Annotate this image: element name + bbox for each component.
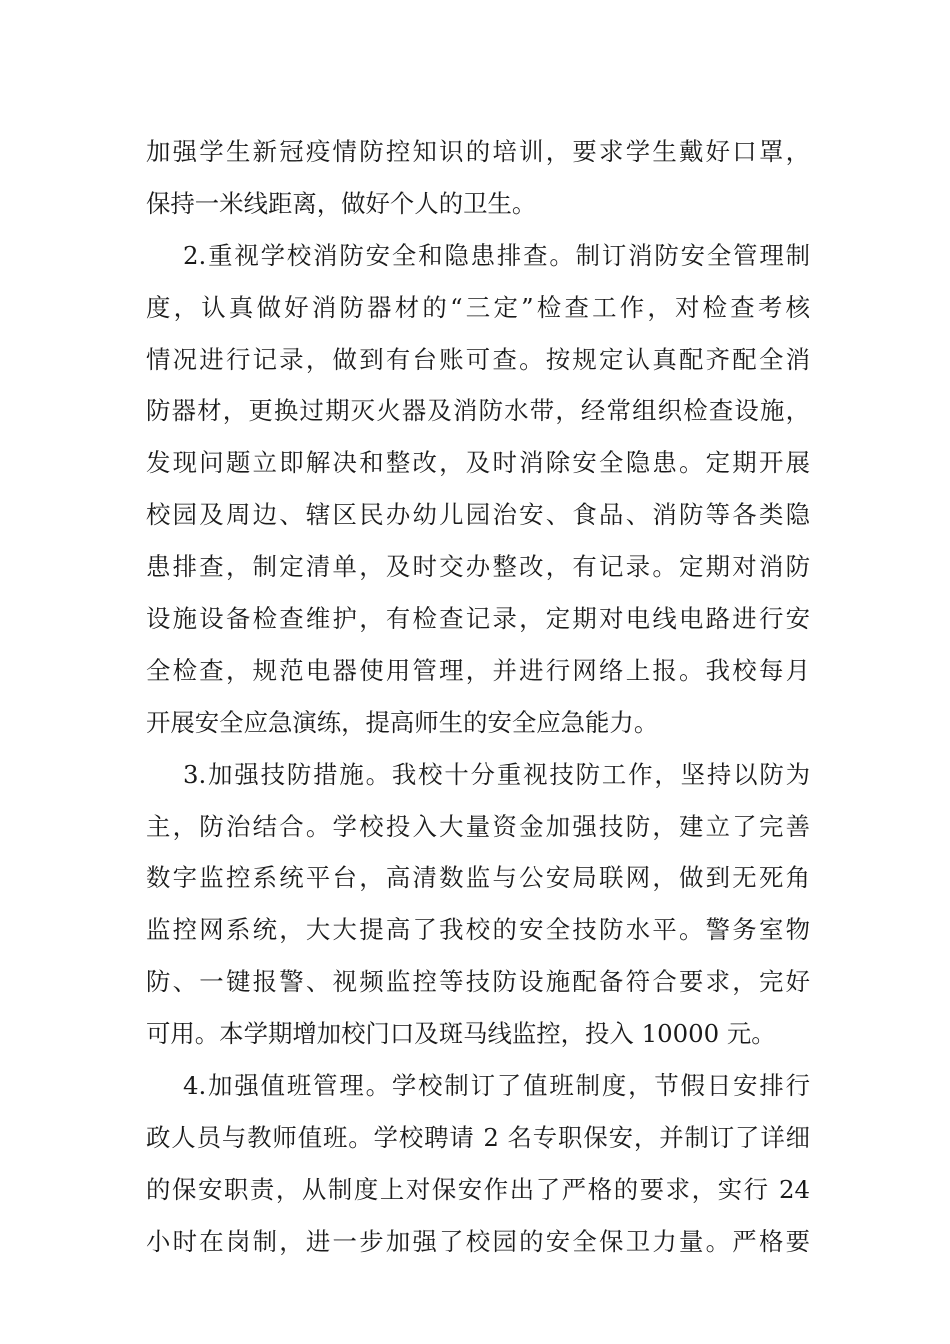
- text-line: 可用。本学期增加校门口及斑马线监控，投入 10000 元。: [146, 1019, 776, 1049]
- text-line: 设施设备检查维护，有检查记录，定期对电线电路进行安: [146, 604, 810, 634]
- paragraph-4-start: 4.加强值班管理。学校制订了值班制度，节假日安排行: [183, 1071, 810, 1101]
- text-line: 防器材，更换过期灭火器及消防水带，经常组织检查设施，: [146, 396, 810, 426]
- text-line: 开展安全应急演练，提高师生的安全应急能力。: [146, 707, 659, 737]
- paragraph-3-start: 3.加强技防措施。我校十分重视技防工作，坚持以防为: [183, 759, 810, 789]
- paragraph-2-start: 2.重视学校消防安全和隐患排查。制订消防安全管理制: [183, 240, 810, 270]
- text-line: 全检查，规范电器使用管理，并进行网络上报。我校每月: [146, 655, 810, 685]
- text-line: 政人员与教师值班。学校聘请 2 名专职保安，并制订了详细: [146, 1122, 810, 1152]
- text-line: 监控网系统，大大提高了我校的安全技防水平。警务室物: [146, 915, 810, 945]
- text-line: 防、一键报警、视频监控等技防设施配备符合要求，完好: [146, 967, 810, 997]
- text-line: 度，认真做好消防器材的“三定”检查工作，对检查考核: [146, 292, 810, 322]
- text-line: 发现问题立即解决和整改，及时消除安全隐患。定期开展: [146, 448, 810, 478]
- text-line: 加强学生新冠疫情防控知识的培训，要求学生戴好口罩，: [146, 137, 810, 166]
- text-line: 校园及周边、辖区民办幼儿园治安、食品、消防等各类隐: [146, 500, 810, 530]
- text-line: 保持一米线距离，做好个人的卫生。: [146, 188, 537, 218]
- text-line: 小时在岗制，进一步加强了校园的安全保卫力量。严格要: [146, 1226, 810, 1256]
- text-line: 主，防治结合。学校投入大量资金加强技防，建立了完善: [146, 811, 810, 841]
- text-line: 情况进行记录，做到有台账可查。按规定认真配齐配全消: [146, 344, 810, 374]
- document-body: [146, 126, 810, 1268]
- text-line: 数字监控系统平台，高清数监与公安局联网，做到无死角: [146, 863, 810, 893]
- text-line: 的保安职责，从制度上对保安作出了严格的要求，实行 24: [146, 1174, 810, 1204]
- text-line: 患排查，制定清单，及时交办整改，有记录。定期对消防: [146, 552, 810, 582]
